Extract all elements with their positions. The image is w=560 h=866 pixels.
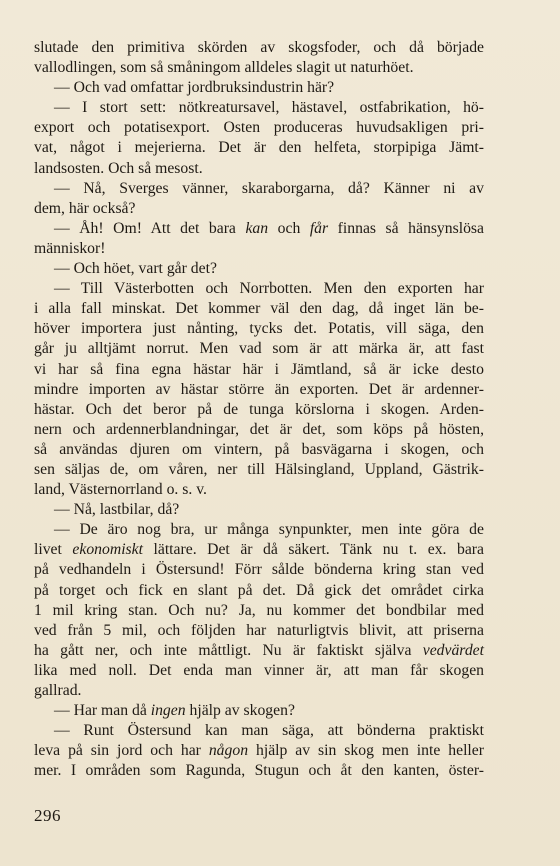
text-line: människor! bbox=[34, 239, 106, 257]
text-line: så användas djuren om vintern, på basvägarna i skogen, och bbox=[34, 440, 484, 458]
text-line: mer. I områden som Ragunda, Stugun och åt den kanten, öster- bbox=[34, 762, 484, 780]
text-line: — De äro nog bra, ur många synpunkter, men inte göra de bbox=[54, 521, 484, 539]
text-line: leva på sin jord och har någon hjälp av sin skog men inte heller bbox=[34, 742, 484, 760]
text-line: lika med noll. Det enda man vinner är, att man får skogen bbox=[34, 661, 484, 679]
text-line: livet ekonomiskt lättare. Det är då säkert. Tänk nu t. ex. bara bbox=[34, 541, 484, 559]
text-line: — Runt Östersund kan man säga, att bönderna praktiskt bbox=[54, 722, 484, 740]
text-line: vi har så fina egna hästar här i Jämtland, så är icke desto bbox=[34, 360, 484, 378]
text-line: vat, något i mejerierna. Det är den helfeta, storpipiga Jämt- bbox=[34, 139, 484, 157]
text-line: mindre importen av hästar större än exporten. Det är ardenner- bbox=[34, 380, 484, 398]
text-line: export och potatisexport. Osten produceras huvudsakligen pri- bbox=[34, 119, 484, 137]
body-text bbox=[34, 38, 484, 781]
text-line: höver importera just nånting, tycks det. Potatis, vill säga, den bbox=[34, 320, 484, 338]
text-line: sen säljas de, om våren, ner till Hälsingland, Uppland, Gästrik- bbox=[34, 460, 484, 478]
text-line: nern och ardennerblandningar, det är det, som köps på hösten, bbox=[34, 420, 484, 438]
text-line: — Nå, Sverges vänner, skaraborgarna, då? Känner ni av bbox=[54, 179, 484, 197]
text-line: land, Västernorrland o. s. v. bbox=[34, 481, 207, 499]
text-line: på vedhandeln i Östersund! Förr sålde bönderna kring stan ved bbox=[34, 561, 484, 579]
text-line: 1 mil kring stan. Och nu? Ja, nu kommer det bondbilar med bbox=[34, 601, 484, 619]
text-line: hästar. Och det beror på de tunga körslorna i skogen. Arden- bbox=[34, 400, 484, 418]
text-line: — Har man då ingen hjälp av skogen? bbox=[54, 702, 295, 720]
text-line: går ju alltjämt norrut. Men vad som är att märka är, att fast bbox=[34, 340, 484, 358]
text-line: — Åh! Om! Att det bara kan och får finnas så hänsynslösa bbox=[54, 219, 484, 237]
text-line: — Nå, lastbilar, då? bbox=[54, 501, 180, 519]
text-line: ha gått ner, och inte måttligt. Nu är faktiskt själva vedvärdet bbox=[34, 641, 484, 659]
text-line: gallrad. bbox=[34, 682, 82, 699]
page-number: 296 bbox=[34, 806, 61, 825]
text-line: — Och höet, vart går det? bbox=[54, 260, 217, 278]
text-line: landsosten. Och så mesost. bbox=[34, 159, 203, 177]
text-line: på torget och fick en slant på det. Då gick det området cirka bbox=[34, 581, 484, 599]
text-line: — I stort sett: nötkreatursavel, hästavel, ostfabrikation, hö- bbox=[54, 99, 484, 117]
text-line: ved från 5 mil, och följden har naturligtvis blivit, att priserna bbox=[34, 621, 484, 639]
text-line: vallodlingen, som så småningom alldeles slagit ut naturhöet. bbox=[34, 59, 414, 77]
text-line: dem, här också? bbox=[34, 199, 136, 217]
text-line: slutade den primitiva skörden av skogsfoder, och då började bbox=[34, 39, 484, 56]
text-line: — Till Västerbotten och Norrbotten. Men den exporten har bbox=[54, 280, 484, 298]
text-line: i alla fall minskat. Det kommer väl den dag, då inget län be- bbox=[34, 300, 484, 318]
text-line: — Och vad omfattar jordbruksindustrin här? bbox=[54, 79, 335, 97]
